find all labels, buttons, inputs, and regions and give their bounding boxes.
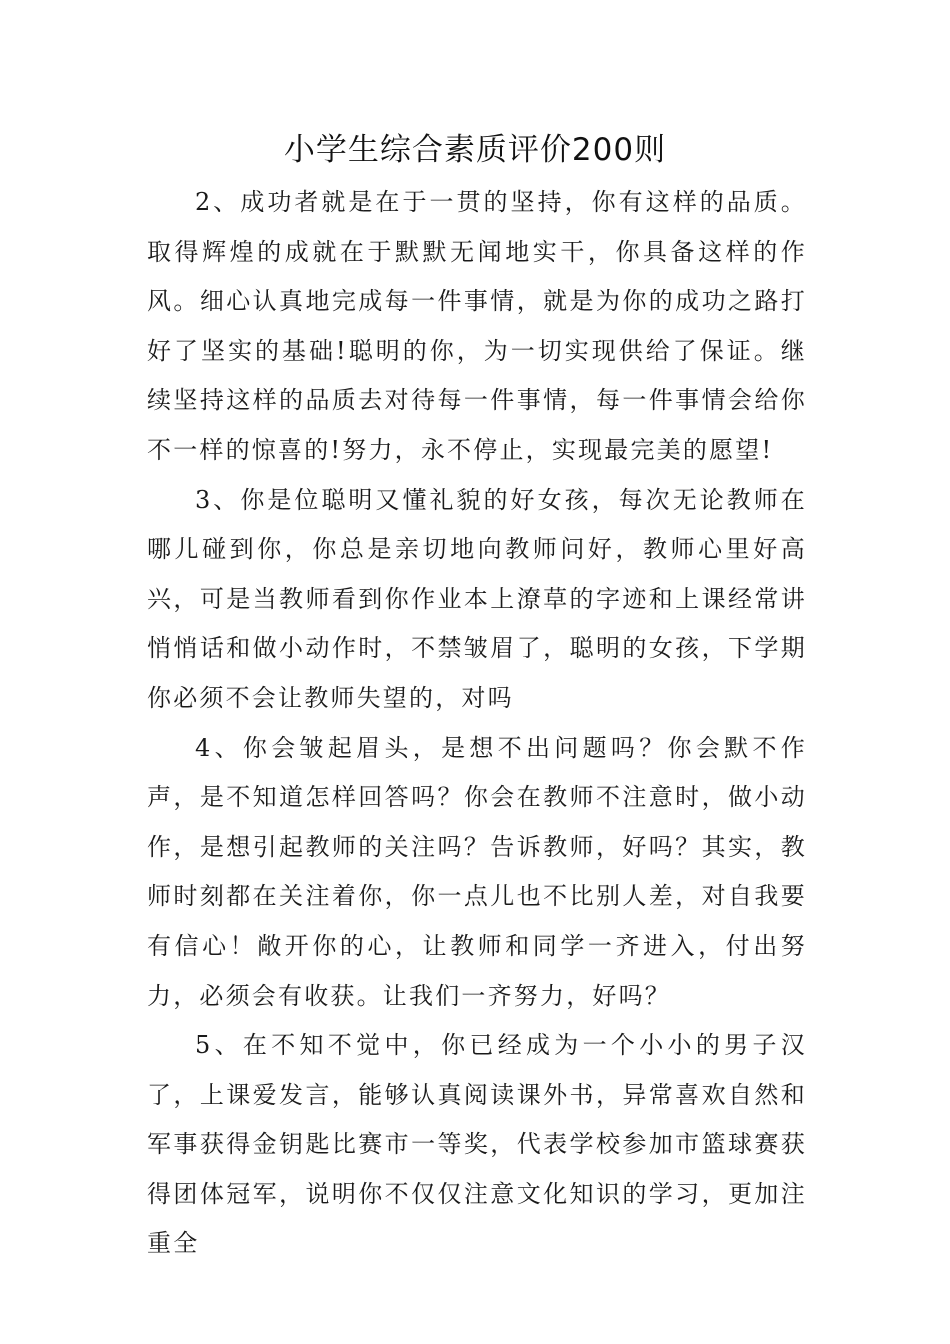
paragraph-2: 2、成功者就是在于一贯的坚持，你有这样的品质。取得辉煌的成就在于默默无闻地实干，你具备这样的作风。细心认真地完成每一件事情，就是为你的成功之路打好了坚实的基础!聪明的你，为一切实现供给了保证。继续坚持这样的品质去对待每一件事情，每一件事情会给你不一样的惊喜的!努力，永不停止，实现最完美的愿望! — [147, 188, 807, 464]
paragraph-3: 3、你是位聪明又懂礼貌的好女孩，每次无论教师在哪儿碰到你，你总是亲切地向教师问好，教师心里好高兴，可是当教师看到你作业本上潦草的字迹和上课经常讲悄悄话和做小动作时，不禁皱眉了，聪明的女孩，下学期你必须不会让教师失望的，对吗 — [147, 485, 807, 712]
document-title: 小学生综合素质评价200则 — [283, 132, 667, 168]
paragraph-4: 4、你会皱起眉头，是想不出问题吗？你会默不作声，是不知道怎样回答吗？你会在教师不注意时，做小动作，是想引起教师的关注吗？告诉教师，好吗？其实，教师时刻都在关注着你，你一点儿也不比别人差，对自我要有信心！敞开你的心，让教师和同学一齐进入，付出努力，必须会有收获。让我们一齐努力，好吗？ — [147, 733, 807, 1010]
paragraph-5: 5、在不知不觉中，你已经成为一个小小的男子汉了，上课爱发言，能够认真阅读课外书，异常喜欢自然和军事获得金钥匙比赛市一等奖，代表学校参加市篮球赛获得团体冠军，说明你不仅仅注意文化知识的学习，更加注重全 — [147, 1031, 807, 1258]
document-body — [147, 178, 807, 1269]
